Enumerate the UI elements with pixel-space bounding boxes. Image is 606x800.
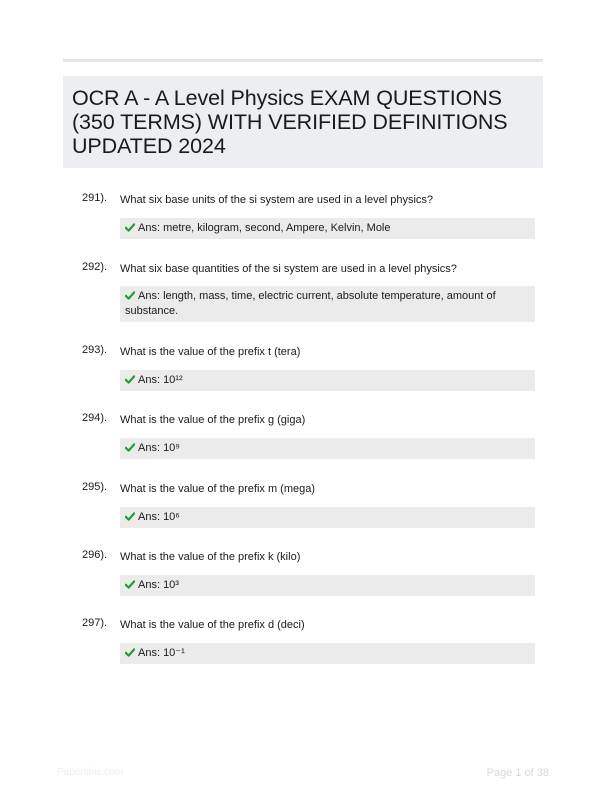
answer-text: Ans: 10³: [138, 579, 179, 591]
question-text: What six base units of the si system are used in a level physics?: [120, 194, 434, 206]
title-banner: [63, 76, 543, 168]
check-icon: [125, 512, 135, 521]
answer-box: [120, 218, 535, 239]
answer-box: [120, 575, 535, 596]
footer-site: Papertibic.com: [57, 767, 124, 778]
question-number: 295).: [82, 481, 108, 493]
check-icon: [125, 443, 135, 452]
question-text: What is the value of the prefix g (giga): [120, 414, 306, 426]
answer-box: [120, 438, 535, 459]
check-icon: [125, 648, 135, 657]
question-number: 296).: [82, 549, 108, 561]
question-text: What is the value of the prefix t (tera): [120, 346, 301, 358]
answer-text: Ans: length, mass, time, electric current, absolute temperature, amount of substance.: [125, 290, 496, 317]
question-number: 297).: [82, 617, 108, 629]
page-indicator: Page 1 of 38: [486, 767, 549, 779]
check-icon: [125, 375, 135, 384]
answer-text: Ans: 10¹²: [138, 374, 183, 386]
answer-box: [120, 370, 535, 391]
document-title: OCR A - A Level Physics EXAM QUESTIONS (350 TERMS) WITH VERIFIED DEFINITIONS UPDATED 2024: [72, 86, 508, 158]
answer-text: Ans: metre, kilogram, second, Ampere, Kelvin, Mole: [138, 222, 391, 234]
question-number: 294).: [82, 412, 108, 424]
check-icon: [125, 223, 135, 232]
answer-text: Ans: 10⁹: [138, 442, 181, 454]
answer-box: [120, 286, 535, 322]
answer-text: Ans: 10⁻¹: [138, 647, 185, 659]
answer-box: [120, 643, 535, 664]
question-number: 293).: [82, 344, 108, 356]
question-text: What is the value of the prefix k (kilo): [120, 551, 301, 563]
answer-text: Ans: 10⁶: [138, 511, 180, 523]
top-divider: [63, 59, 543, 62]
check-icon: [125, 291, 135, 300]
check-icon: [125, 580, 135, 589]
question-text: What is the value of the prefix d (deci): [120, 619, 305, 631]
question-text: What is the value of the prefix m (mega): [120, 483, 316, 495]
answer-box: [120, 507, 535, 528]
question-text: What six base quantities of the si system are used in a level physics?: [120, 263, 457, 275]
question-number: 292).: [82, 261, 108, 273]
question-number: 291).: [82, 192, 108, 204]
